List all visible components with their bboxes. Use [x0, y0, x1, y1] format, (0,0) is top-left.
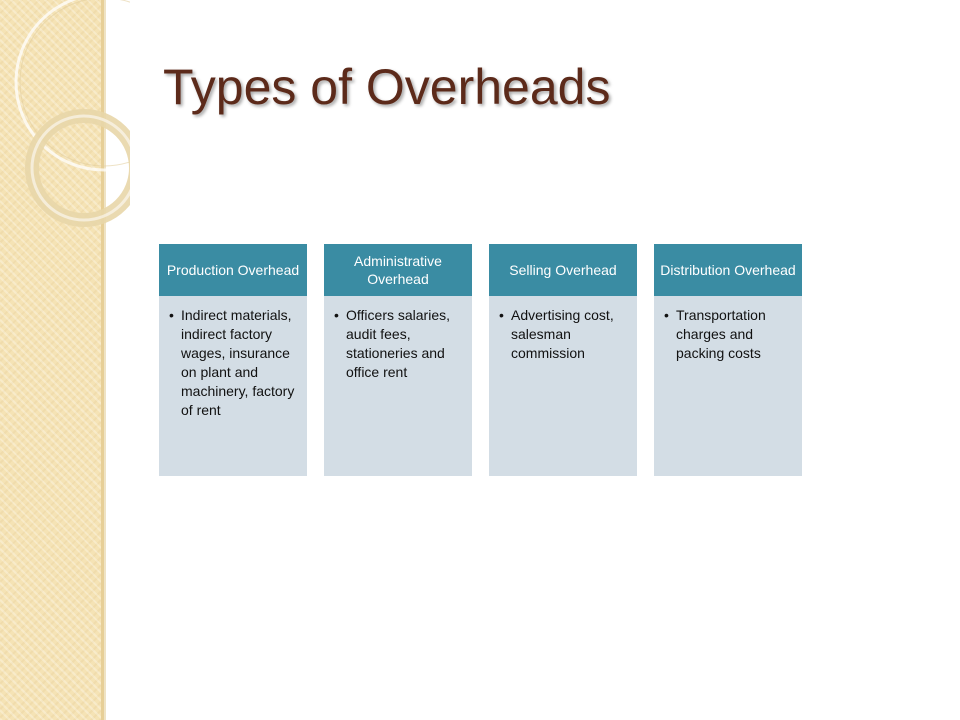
- card-administrative-overhead: [324, 244, 472, 476]
- card-header: Selling Overhead: [489, 244, 637, 296]
- card-body: [654, 296, 802, 476]
- card-bullet-item: • Officers salaries, audit fees, stationeries and office rent: [346, 306, 462, 382]
- card-bullet-list: [169, 306, 297, 420]
- card-bullet-item: • Indirect materials, indirect factory wages, insurance on plant and machinery, factory of rent: [181, 306, 297, 420]
- card-selling-overhead: [489, 244, 637, 476]
- card-body: [159, 296, 307, 476]
- card-bullet-list: [499, 306, 627, 363]
- card-body: [489, 296, 637, 476]
- card-header: Distribution Overhead: [654, 244, 802, 296]
- card-body: [324, 296, 472, 476]
- card-header: Administrative Overhead: [324, 244, 472, 296]
- card-bullet-item: • Advertising cost, salesman commission: [511, 306, 627, 363]
- card-distribution-overhead: [654, 244, 802, 476]
- card-production-overhead: [159, 244, 307, 476]
- slide-title: Types of Overheads: [163, 59, 611, 115]
- decorative-rings-icon: [0, 0, 130, 240]
- card-header: Production Overhead: [159, 244, 307, 296]
- card-bullet-list: [334, 306, 462, 382]
- card-bullet-item: • Transportation charges and packing costs: [676, 306, 792, 363]
- card-bullet-list: [664, 306, 792, 363]
